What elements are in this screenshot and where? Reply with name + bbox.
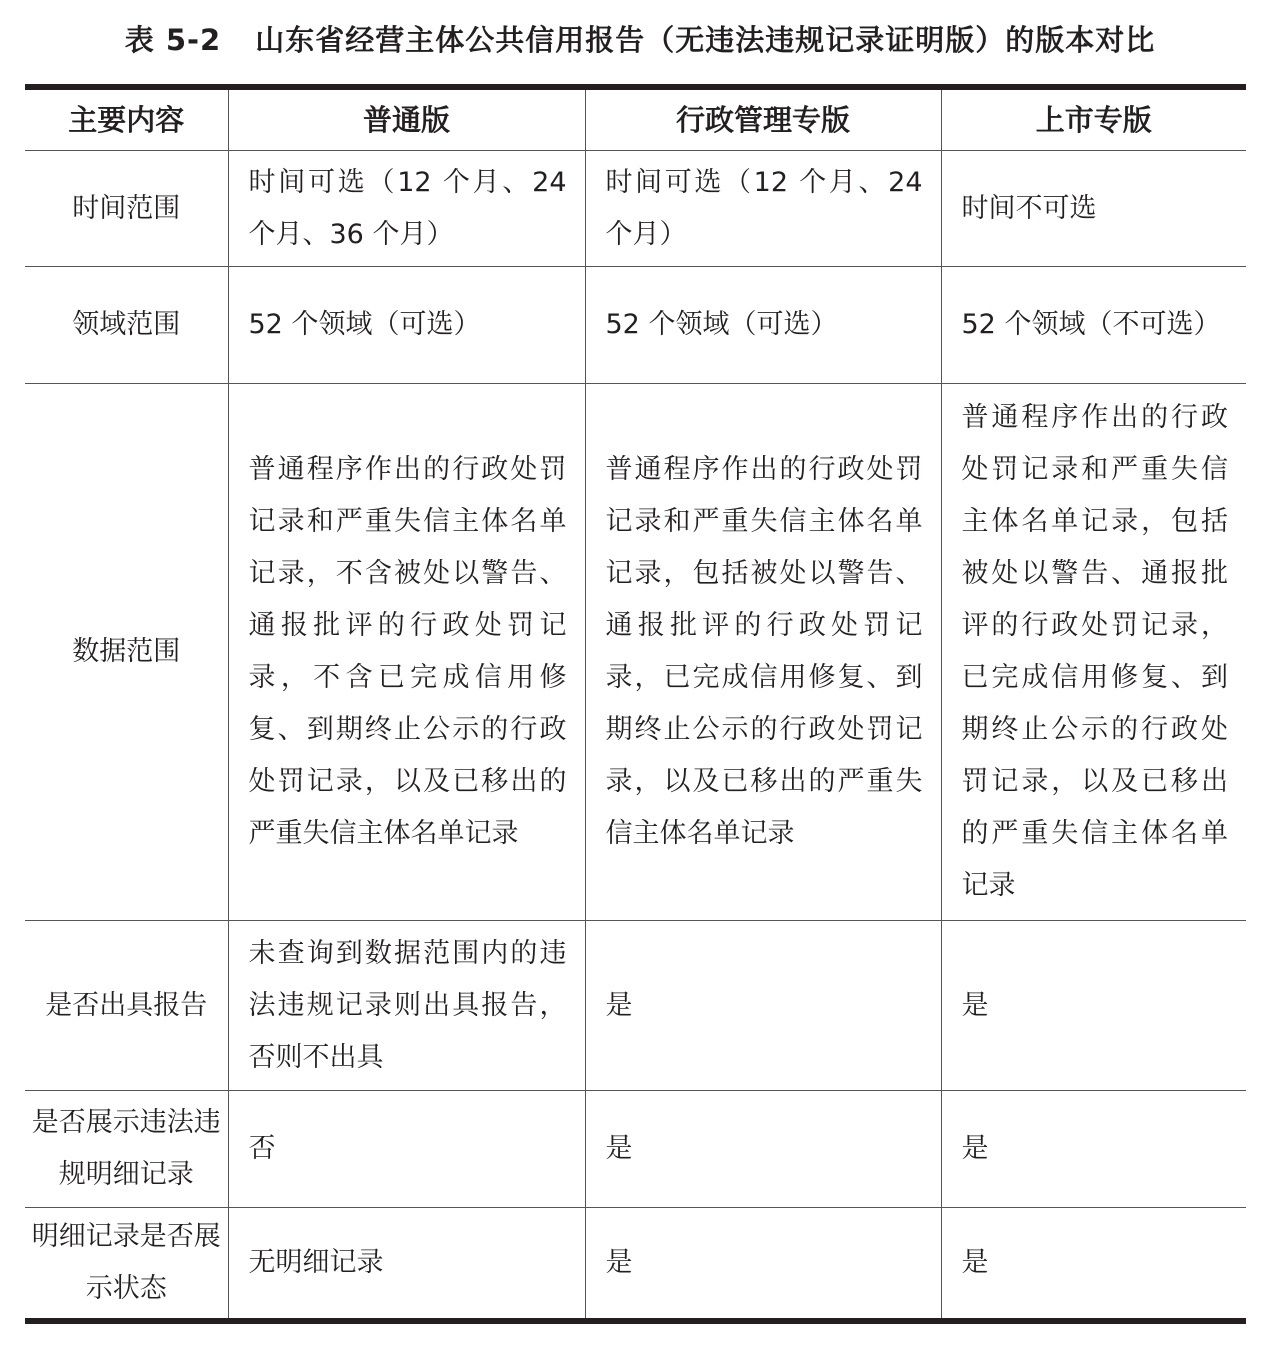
table-cell: 无明细记录	[228, 1208, 585, 1322]
row-label: 是否出具报告	[25, 921, 228, 1091]
table-row	[25, 384, 1246, 921]
table-row	[25, 151, 1246, 267]
header-admin: 行政管理专版	[585, 87, 941, 151]
header-standard: 普通版	[228, 87, 585, 151]
table-cell: 时间可选（12 个月、24 个月、36 个月）	[228, 151, 585, 267]
table-row	[25, 1091, 1246, 1208]
row-label: 是否展示违法违规明细记录	[25, 1091, 228, 1208]
table-cell: 时间不可选	[941, 151, 1246, 267]
table-cell: 是	[585, 1208, 941, 1322]
table-cell: 52 个领域（可选）	[585, 267, 941, 384]
table-cell: 是	[585, 1091, 941, 1208]
table-row	[25, 267, 1246, 384]
row-label: 数据范围	[25, 384, 228, 921]
table-row	[25, 921, 1246, 1091]
table-caption	[0, 18, 1280, 59]
header-main-content: 主要内容	[25, 87, 228, 151]
table-cell: 时间可选（12 个月、24 个月）	[585, 151, 941, 267]
table-cell: 普通程序作出的行政处罚记录和严重失信主体名单记录，包括被处以警告、通报批评的行政处罚记录，已完成信用修复、到期终止公示的行政处罚记录，以及已移出的严重失信主体名单记录	[941, 384, 1246, 921]
header-listed: 上市专版	[941, 87, 1246, 151]
row-label: 明细记录是否展示状态	[25, 1208, 228, 1322]
header-row	[25, 87, 1246, 151]
table-number: 表 5-2	[124, 23, 222, 57]
table-cell: 是	[585, 921, 941, 1091]
table-row	[25, 1208, 1246, 1322]
table-cell: 否	[228, 1091, 585, 1208]
table-cell: 普通程序作出的行政处罚记录和严重失信主体名单记录，不含被处以警告、通报批评的行政处罚记录，不含已完成信用修复、到期终止公示的行政处罚记录，以及已移出的严重失信主体名单记录	[228, 384, 585, 921]
table-cell: 普通程序作出的行政处罚记录和严重失信主体名单记录，包括被处以警告、通报批评的行政处罚记录，已完成信用修复、到期终止公示的行政处罚记录，以及已移出的严重失信主体名单记录	[585, 384, 941, 921]
row-label: 领域范围	[25, 267, 228, 384]
table-title: 山东省经营主体公共信用报告（无违法违规记录证明版）的版本对比	[255, 23, 1156, 57]
table-cell: 未查询到数据范围内的违法违规记录则出具报告，否则不出具	[228, 921, 585, 1091]
table-cell: 是	[941, 1208, 1246, 1322]
table-cell: 是	[941, 921, 1246, 1091]
table-cell: 是	[941, 1091, 1246, 1208]
table-cell: 52 个领域（可选）	[228, 267, 585, 384]
version-comparison-table	[25, 84, 1246, 1324]
row-label: 时间范围	[25, 151, 228, 267]
table-cell: 52 个领域（不可选）	[941, 267, 1246, 384]
